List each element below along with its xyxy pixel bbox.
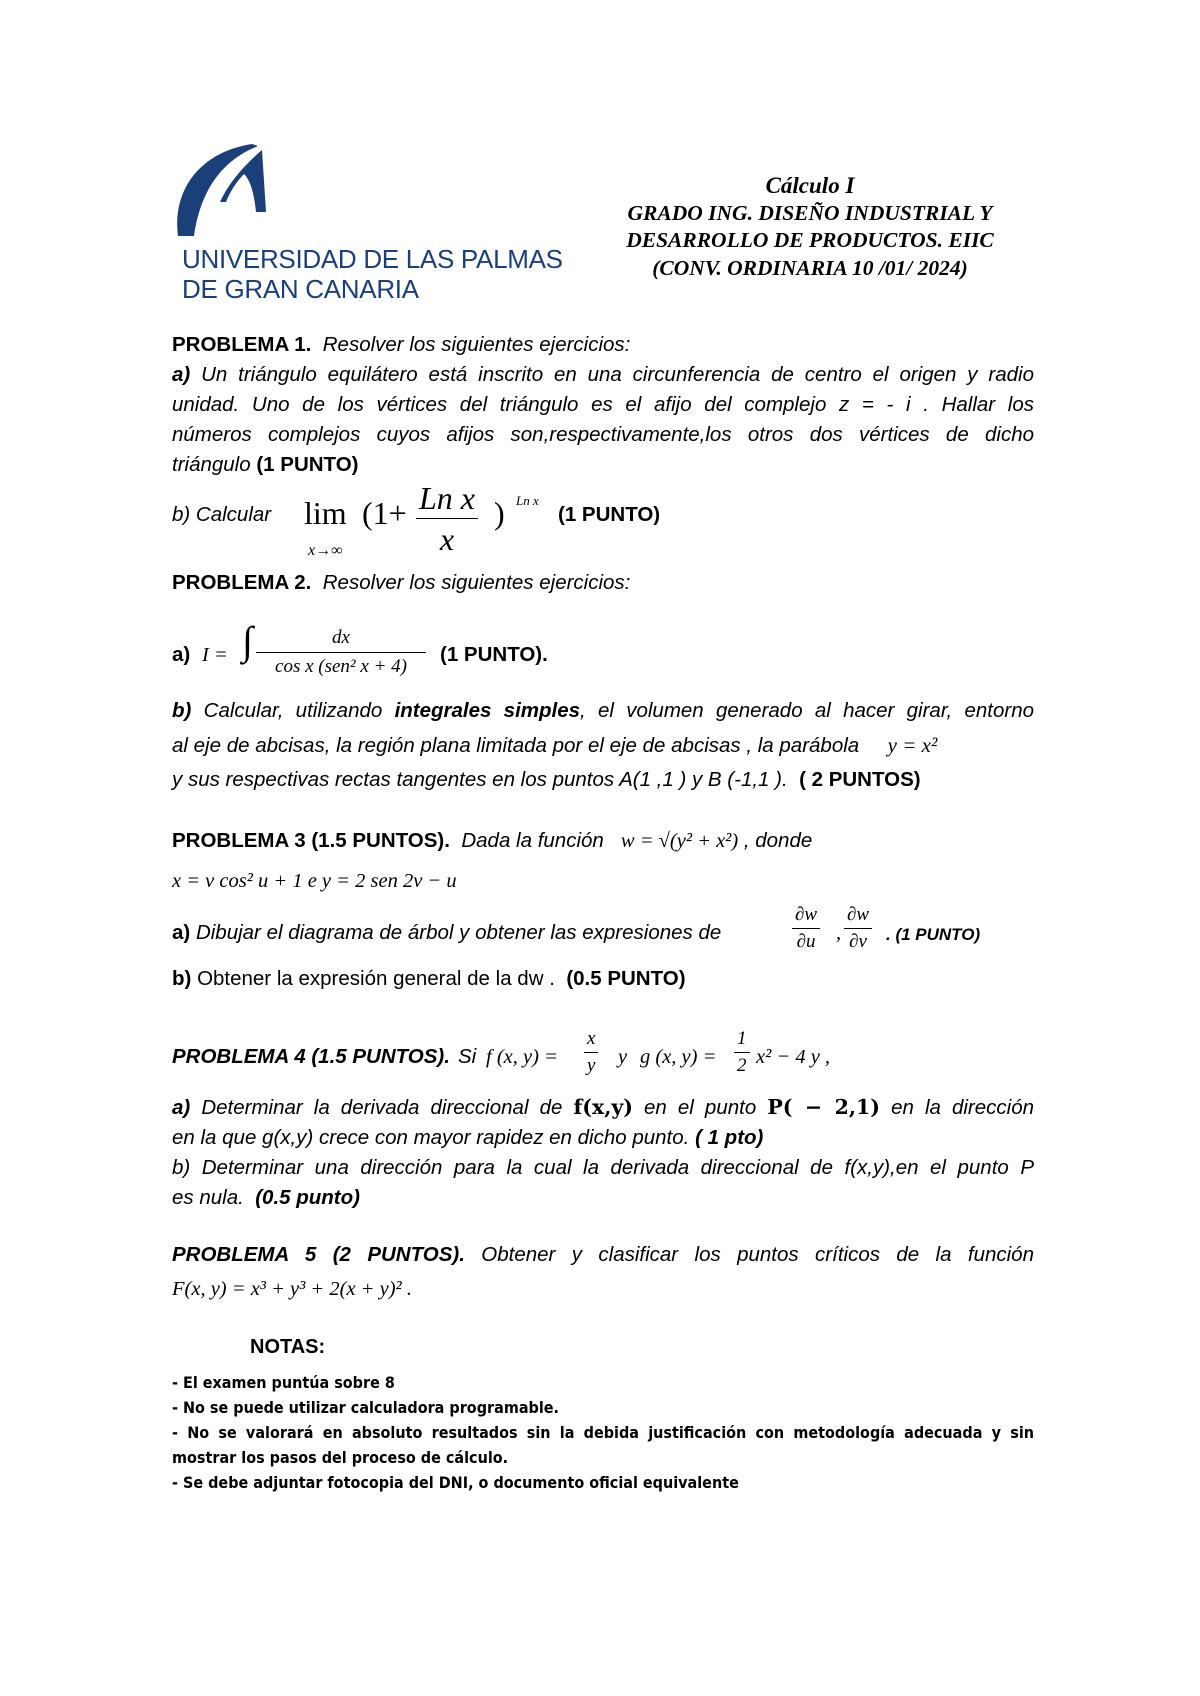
problem-4-a bbox=[172, 1092, 1034, 1213]
exam-date: (CONV. ORDINARIA 10 /01/ 2024) bbox=[652, 255, 968, 280]
problem-5-label: PROBLEMA 5 (2 PUNTOS). bbox=[172, 1243, 465, 1266]
p1-b-label: b) Calcular bbox=[172, 503, 272, 526]
p4-a-text-4: en la que g(x,y) crece con mayor rapidez en dicho punto. bbox=[172, 1126, 690, 1149]
p3-a-points: . (1 PUNTO) bbox=[886, 925, 981, 944]
limit-open-paren: (1+ bbox=[362, 495, 407, 531]
notes-list bbox=[172, 1370, 1034, 1495]
integral-numerator: dx bbox=[256, 624, 426, 653]
variable-equations: x = v cos² u + 1 e y = 2 sen 2v − u bbox=[172, 870, 457, 892]
problem-4-label: PROBLEMA 4 (1.5 PUNTOS). bbox=[172, 1045, 450, 1068]
p2-b-label: b) bbox=[172, 699, 192, 722]
p4-a-points: ( 1 pto) bbox=[695, 1126, 764, 1149]
f-numerator: x bbox=[584, 1026, 598, 1053]
p1-a-text-3: números complejos cuyos afijos son,respectivamente,los otros dos vértices de dicho bbox=[172, 423, 1034, 446]
problem-1-intro: Resolver los siguientes ejercicios: bbox=[322, 333, 631, 356]
p2-b-points: ( 2 PUNTOS) bbox=[799, 768, 921, 791]
p4-a-text-3: en la dirección bbox=[891, 1096, 1035, 1119]
dwdv-denominator: ∂v bbox=[849, 931, 867, 952]
p4-a-text-2: en el punto bbox=[644, 1096, 757, 1119]
university-logo bbox=[170, 140, 563, 310]
note-item: mostrar los pasos del proceso de cálculo. bbox=[172, 1448, 509, 1467]
g-numerator: 1 bbox=[734, 1026, 750, 1053]
limit-close-paren: ) bbox=[494, 495, 505, 531]
integral-fraction bbox=[256, 624, 426, 681]
p4-b-text-1: b) Determinar una dirección para la cual la derivada direccional de f(x,y),en el punto P bbox=[172, 1156, 1034, 1179]
problem-1 bbox=[172, 330, 1034, 480]
p1-a-label: a) bbox=[172, 363, 191, 386]
problem-2 bbox=[172, 568, 1034, 598]
function-w: w = √(y² + x²) bbox=[620, 830, 739, 852]
university-emblem-icon bbox=[170, 140, 280, 250]
g-lhs: g (x, y) = bbox=[640, 1046, 717, 1068]
p4-b-points: (0.5 punto) bbox=[255, 1186, 360, 1209]
p2-b-text-3: al eje de abcisas, la región plana limitada por el eje de abcisas , la parábola bbox=[172, 734, 860, 757]
parabola-equation: y = x² bbox=[887, 733, 938, 757]
p2-a-label: a) bbox=[172, 643, 191, 666]
p4-a-label: a) bbox=[172, 1096, 191, 1119]
g-rest: x² − 4 y , bbox=[756, 1046, 831, 1068]
university-name bbox=[182, 244, 563, 304]
limit-fraction bbox=[416, 478, 478, 559]
course-title: Cálculo I bbox=[765, 173, 855, 198]
function-F: F(x, y) = x³ + y³ + 2(x + y)² . bbox=[172, 1278, 412, 1300]
p2-b-text-2: , el volumen generado al hacer girar, entorno bbox=[580, 699, 1035, 722]
g-denominator: 2 bbox=[737, 1055, 747, 1076]
integral-denominator: cos x (sen² x + 4) bbox=[275, 656, 407, 677]
degree-line: GRADO ING. DISEÑO INDUSTRIAL Y bbox=[627, 200, 993, 225]
problem-3-label: PROBLEMA 3 (1.5 PUNTOS). bbox=[172, 829, 450, 852]
dwdv-numerator: ∂w bbox=[844, 902, 872, 929]
p2-a-points: (1 PUNTO). bbox=[440, 643, 548, 666]
notes-title: NOTAS: bbox=[250, 1336, 326, 1358]
p2-b-text-1: Calcular, utilizando bbox=[203, 699, 383, 722]
p3-b-text: Obtener la expresión general de la dw . bbox=[197, 967, 555, 990]
limit-numerator: Ln x bbox=[416, 478, 478, 519]
g-fraction bbox=[734, 1026, 750, 1079]
problem-1-b bbox=[172, 478, 1034, 558]
integral-sign: ∫ bbox=[242, 618, 253, 663]
problem-5-text: Obtener y clasificar los puntos críticos de la función bbox=[481, 1243, 1034, 1266]
problem-4-si: Si bbox=[458, 1045, 477, 1068]
p1-a-text-4: triángulo bbox=[172, 453, 251, 476]
problem-2-intro: Resolver los siguientes ejercicios: bbox=[322, 571, 631, 594]
problem-3 bbox=[172, 826, 1034, 856]
dwdu-numerator: ∂w bbox=[792, 902, 820, 929]
problem-3-a: a) Dibujar el diagrama de árbol y obtener las expresiones de $\frac{\partial w}{\partial u}$ , $\frac{\partial w}{\partial v}$ . (1 PUNTO) bbox=[172, 902, 1034, 962]
derivative-dw-du bbox=[792, 902, 820, 955]
integral-lhs: I = bbox=[202, 644, 228, 666]
limit-symbol: lim bbox=[304, 495, 347, 531]
limit-subscript: x→∞ bbox=[308, 542, 343, 559]
note-item: - El examen puntúa sobre 8 bbox=[172, 1373, 395, 1392]
note-item: - No se puede utilizar calculadora programable. bbox=[172, 1398, 559, 1417]
p3-b-label: b) bbox=[172, 967, 192, 990]
p4-a-text-1: Determinar la derivada direccional de bbox=[201, 1096, 563, 1119]
p3-a-text: Dibujar el diagrama de árbol y obtener las expresiones de bbox=[195, 921, 722, 944]
problem-2-b bbox=[172, 694, 1034, 797]
note-item: - No se valorará en absoluto resultados sin la debida justificación con metodología adecuada y sin bbox=[172, 1423, 1034, 1442]
degree-line-2: DESARROLLO DE PRODUCTOS. EIIC bbox=[626, 228, 994, 252]
p4-and: y bbox=[618, 1046, 628, 1068]
p1-a-points: (1 PUNTO) bbox=[256, 453, 359, 476]
dwdu-denominator: ∂u bbox=[796, 931, 816, 952]
problem-3-donde: , donde bbox=[743, 829, 813, 852]
f-denominator: y bbox=[587, 1055, 596, 1076]
p4-a-fxy: f(x,y) bbox=[573, 1095, 633, 1119]
p2-b-bold: integrales simples bbox=[394, 699, 581, 722]
university-name-line1: UNIVERSIDAD DE LAS PALMAS bbox=[182, 244, 563, 274]
p3-a-label: a) bbox=[172, 921, 191, 944]
f-fraction bbox=[584, 1026, 598, 1079]
problem-3-b bbox=[172, 964, 1034, 994]
note-item: - Se debe adjuntar fotocopia del DNI, o documento oficial equivalente bbox=[172, 1473, 739, 1492]
p4-b-text-2: es nula. bbox=[172, 1186, 244, 1209]
problem-1-label: PROBLEMA 1. bbox=[172, 333, 312, 356]
limit-exponent: Ln x bbox=[516, 493, 539, 508]
problem-2-label: PROBLEMA 2. bbox=[172, 571, 312, 594]
p3-b-points: (0.5 PUNTO) bbox=[566, 967, 686, 990]
limit-denominator: x bbox=[439, 521, 455, 557]
derivative-dw-dv bbox=[844, 902, 872, 955]
problem-4-statement bbox=[172, 1026, 1034, 1086]
f-lhs: f (x, y) = bbox=[486, 1046, 558, 1068]
exam-header bbox=[600, 172, 1020, 282]
p1-b-points: (1 PUNTO) bbox=[558, 503, 661, 526]
problem-2-a bbox=[172, 620, 1034, 684]
problem-5 bbox=[172, 1240, 1034, 1304]
p1-a-text-2: unidad. Uno de los vértices del triángulo es el afijo del complejo z = - i . Hallar los bbox=[172, 393, 1034, 416]
university-name-line2: DE GRAN CANARIA bbox=[182, 274, 419, 304]
p4-a-point: P( − 2,1) bbox=[767, 1095, 880, 1119]
p1-a-text-1: Un triángulo equilátero está inscrito en una circunferencia de centro el origen y radio bbox=[201, 363, 1034, 386]
problem-3-intro: Dada la función bbox=[461, 829, 604, 852]
p2-b-text-4: y sus respectivas rectas tangentes en los puntos A(1 ,1 ) y B (-1,1 ). bbox=[172, 768, 788, 791]
